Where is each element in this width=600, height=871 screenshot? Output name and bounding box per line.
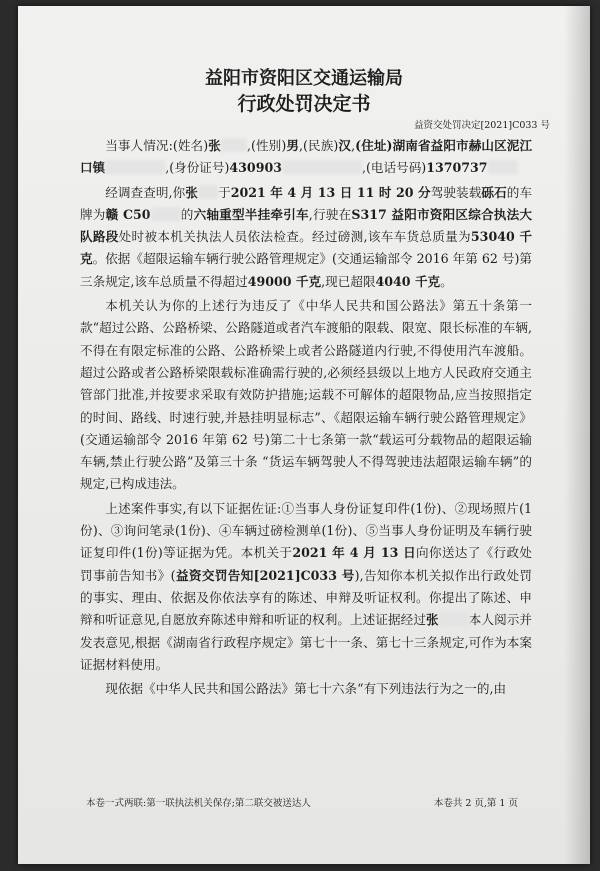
party-ethnic: 汉 xyxy=(338,138,352,153)
evidence-paragraph: 上述案件事实,有以下证据佐证:①当事人身份证复印件(1份)、②现场照片(1份)、③询问笔录(1份)、④车辆过磅检测单(1份)、⑤当事人身份证明及车辆行驶证复印件(1份)等证据为凭。本机关于2021 年 4 月 13 日向你送达了《行政处罚事前告知书》(益资交罚告知[2021]C033 号),告知你本机关拟作出行政处罚的事实、理由、依据及你依法享有的陈述、申辩及听证权利。你提出了陈述、申辩和听证意见,自愿放弃陈述申辩和听证的权利。上述证据经过张 本人阅示并发表意见,根据《湖南省行政程序规定》第七十一条、第七十三条规定,可作为本案证据材料使用。 xyxy=(80,500,533,672)
redaction xyxy=(151,207,181,221)
party-id: 430903 xyxy=(229,160,282,176)
plate-number: 赣 C50 xyxy=(105,206,151,222)
cargo: 砾石 xyxy=(481,184,507,200)
party-address: 湖南省益阳 xyxy=(392,138,457,153)
notice-number: 益资交罚告知[2021]C033 号 xyxy=(175,567,355,583)
vehicle-type: 六轴重型半挂牵引车 xyxy=(193,206,309,222)
facts-paragraph: 经调查查明,你张 于2021 年 4 月 13 日 11 时 20 分驾驶装载砾石的车牌为赣 C50 的六轴重型半挂牵引车,行驶在S317 益阳市资阳区综合执法大队路段处时被本机关执法人员依法检查。经过磅测,该车车货总质量为53040 千克。依据《超限运输车辆行驶公路管理规定》(交通运输部令 2016 年第 62 号)第三条规定,该车总质量不得超过49000 千克,现已超限4040 千克。 xyxy=(80,184,533,289)
party-name: 张 xyxy=(208,138,221,153)
basis-paragraph: 现依据《中华人民共和国公路法》第七十六条“有下列违法行为之一的,由 xyxy=(105,681,507,697)
redaction xyxy=(488,160,518,174)
overweight: 4040 千克 xyxy=(375,273,441,289)
party-info-paragraph: 当事人情况:(姓名)张 ,(性别)男,(民族)汉,(住址)湖南省益阳市赫山区泥江口镇 ,(身份证号)430903 ,(电话号码)1370737 xyxy=(80,138,533,176)
redaction xyxy=(439,612,469,626)
party-sex: 男 xyxy=(286,138,300,153)
document-body xyxy=(80,135,532,702)
document-number: 益资交处罚决定[2021]C033 号 xyxy=(413,120,550,131)
document-page xyxy=(18,6,590,864)
document-title: 行政处罚决定书 xyxy=(237,93,371,115)
page-shadow xyxy=(564,6,590,864)
redaction xyxy=(282,160,362,174)
footer-copies-note: 本卷一式两联:第一联执法机关保存;第二联交被送达人 xyxy=(86,798,311,809)
location: S317 益阳市资阳区综合执法大队路段 xyxy=(80,206,533,245)
redaction xyxy=(198,185,218,199)
incident-time: 2021 年 4 月 13 日 11 时 20 分 xyxy=(230,184,431,200)
party-address-cont: 市赫山区泥江口镇 xyxy=(80,138,533,176)
issuing-organization: 益阳市资阳区交通运输局 xyxy=(205,68,403,89)
redaction xyxy=(105,160,165,174)
footer-page-number: 本卷共 2 页,第 1 页 xyxy=(433,798,518,809)
total-weight: 53040 千克 xyxy=(80,229,533,267)
notice-date: 2021 年 4 月 13 日 xyxy=(292,545,417,561)
redaction xyxy=(221,138,247,152)
party-phone: 1370737 xyxy=(426,160,488,176)
weight-limit: 49000 千克 xyxy=(247,273,322,289)
violation-paragraph: 本机关认为你的上述行为违反了《中华人民共和国公路法》第五十条第一款“超过公路、公路桥梁、公路隧道或者汽车渡船的限载、限宽、限长标准的车辆,不得在有限定标准的公路、公路桥梁上或者公路隧道内行驶,不得使用汽车渡船。超过公路或者公路桥梁限载标准确需行驶的,必须经县级以上地方人民政府交通主管部门批准,并按要求采取有效防护措施;运载不可解体的超限物品,应当按照指定的时间、路线、时速行驶,并悬挂明显标志”、《超限运输车辆行驶公路管理规定》(交通运输部令 2016 年第 62 号)第二十七条第一款“载运可分载物品的超限运输车辆,禁止行驶公路”及第三十条 “货运车辆驾驶人不得驾驶违法超限运输车辆”的规定,已构成违法。 xyxy=(80,298,532,492)
